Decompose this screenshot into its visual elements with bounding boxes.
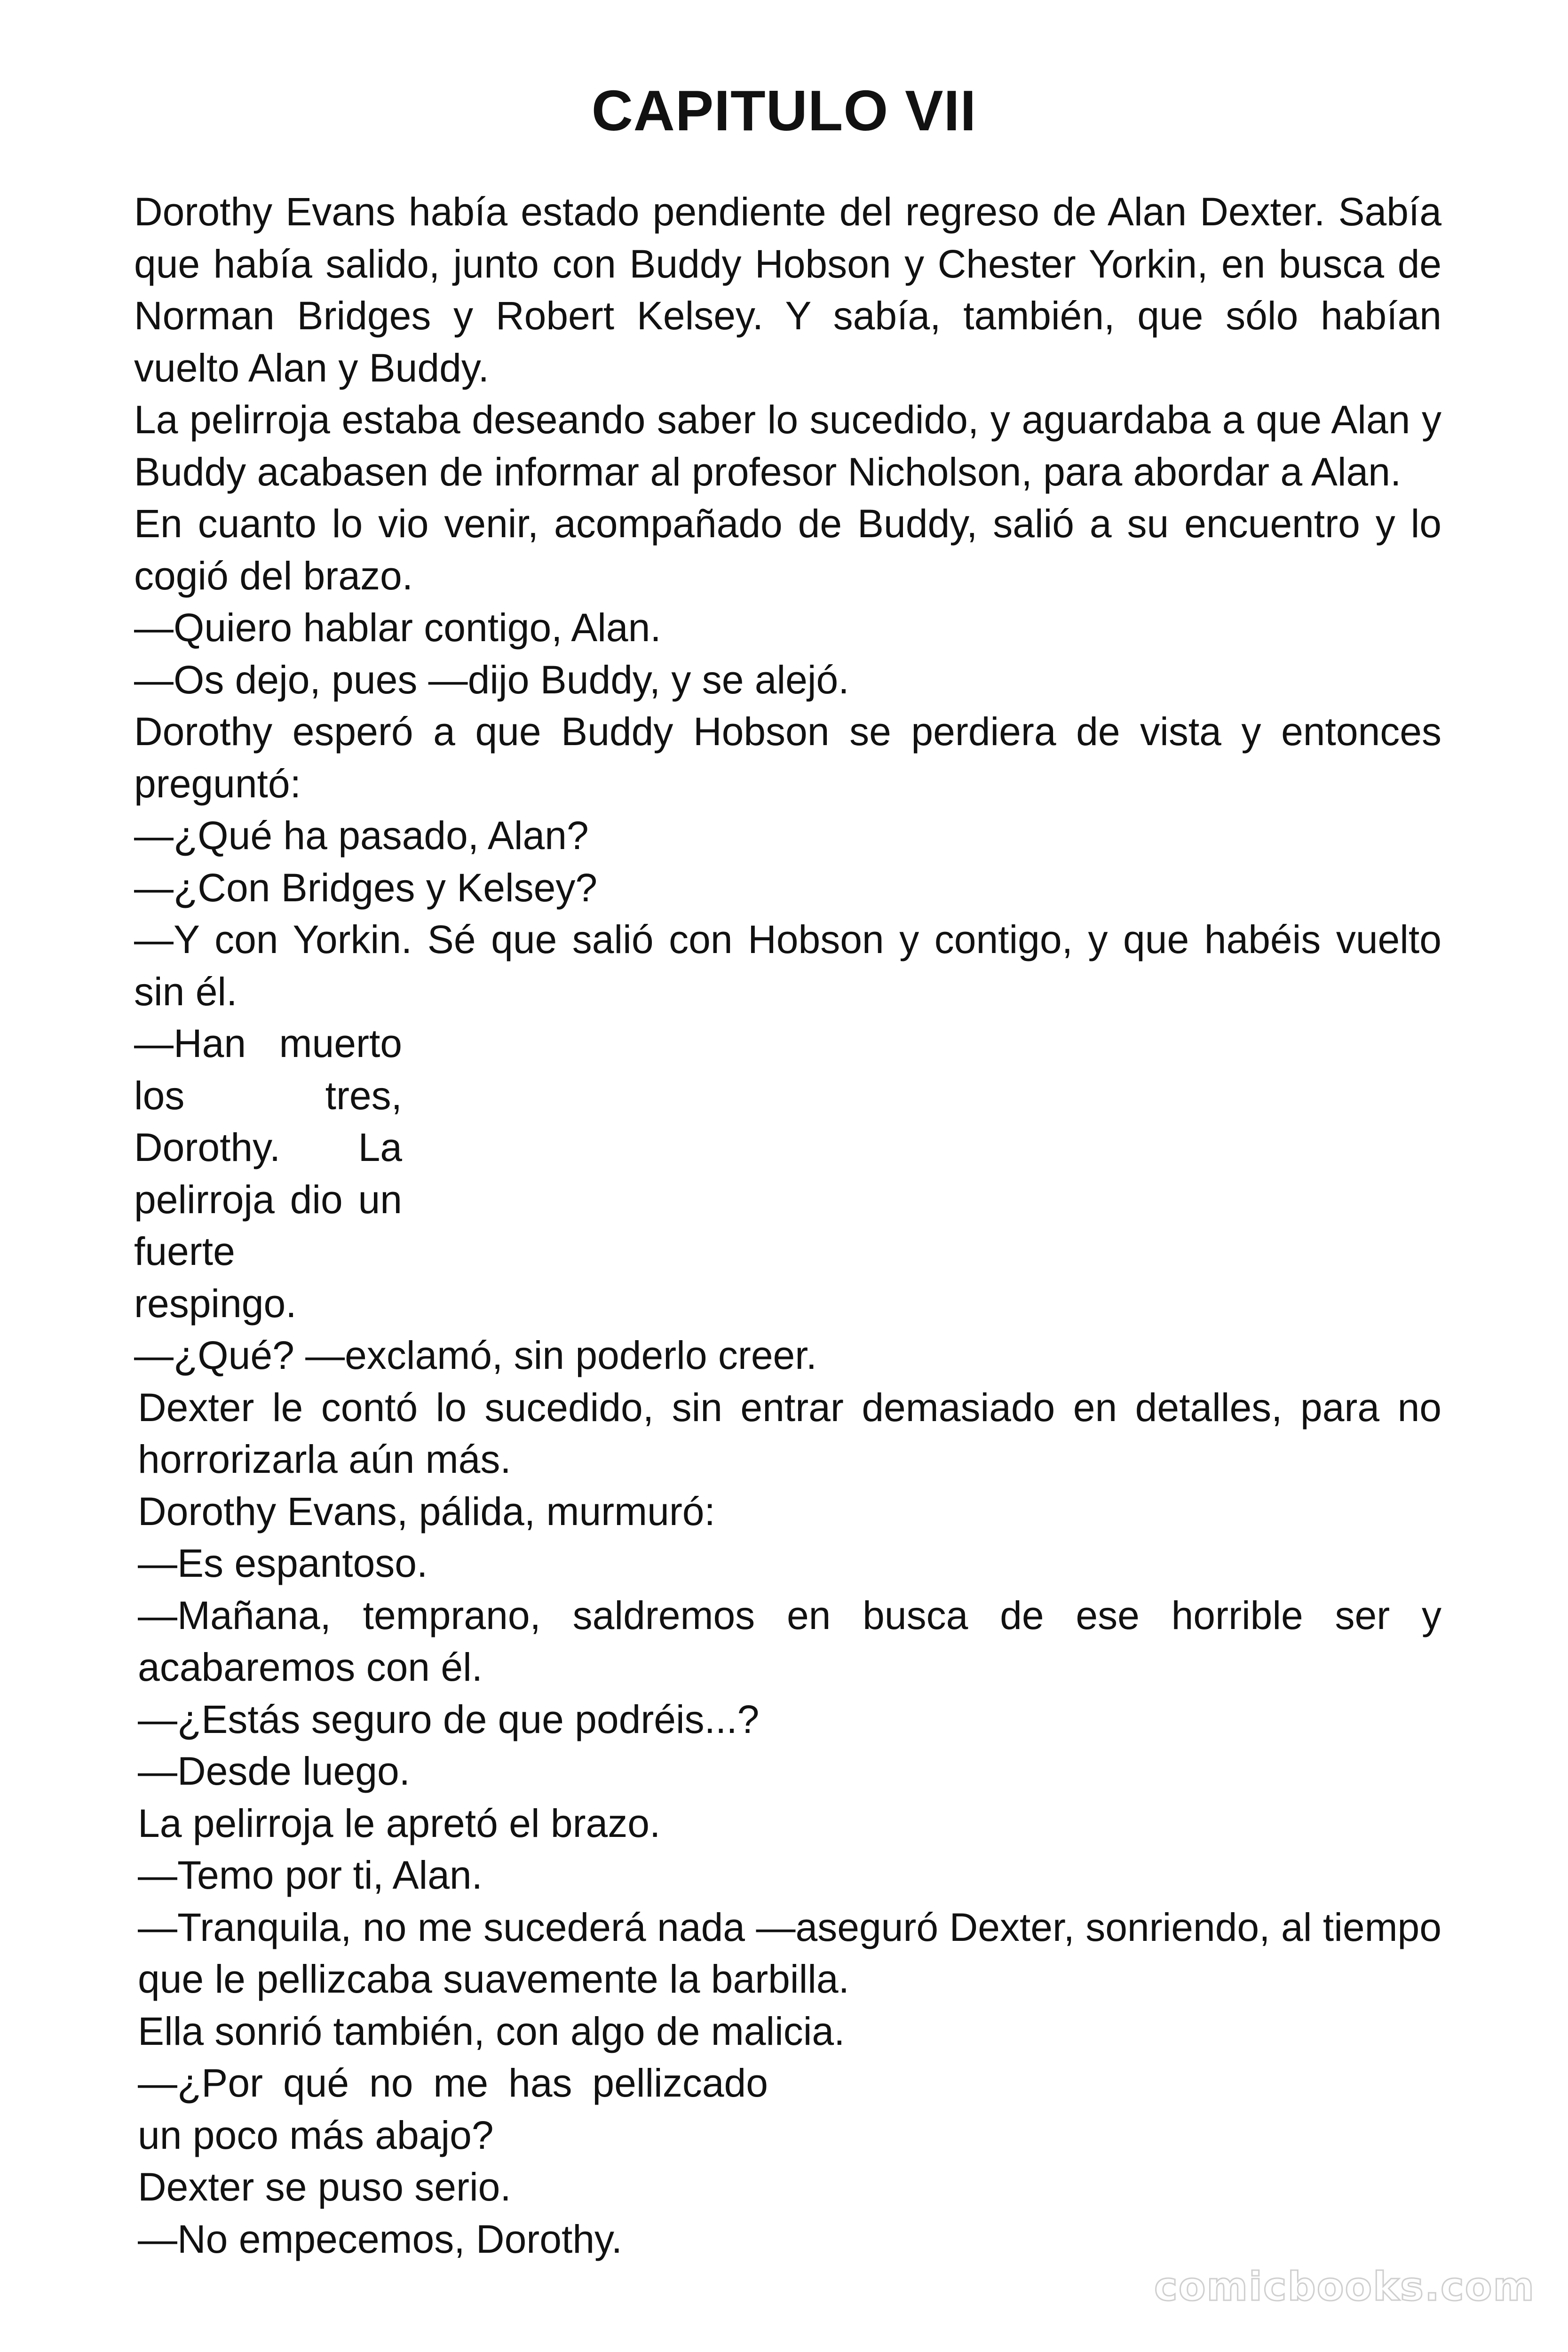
paragraph-11: —¿Qué? —exclamó, sin poderlo creer. <box>134 1333 817 1377</box>
watermark-logo: comicbooks.com <box>1154 2264 1535 2310</box>
paragraph-19: —Temo por ti, Alan. <box>138 1853 483 1897</box>
paragraph-1: Dorothy Evans había estado pendiente del regreso de Alan Dexter. Sabía que había salido, junto con Buddy Hobson y Chester Yorkin, en busca de Norman Bridges y Robert Kelsey. Y sabía, también, que sólo habían vuelto Alan y Buddy. <box>134 190 1441 390</box>
paragraph-12: Dexter le contó lo sucedido, sin entrar demasiado en detalles, para no horrorizarla aún más. <box>138 1385 1441 1481</box>
paragraph-23: Dexter se puso serio. <box>138 2165 511 2209</box>
paragraph-2: La pelirroja estaba deseando saber lo sucedido, y aguardaba a que Alan y Buddy acabasen de informar al profesor Nicholson, para abordar a Alan. <box>134 397 1441 494</box>
paragraph-24: —No empecemos, Dorothy. <box>138 2217 623 2261</box>
paragraph-15: —Mañana, temprano, saldremos en busca de ese horrible ser y acabaremos con él. <box>138 1593 1441 1689</box>
paragraph-5: —Os dejo, pues —dijo Buddy, y se alejó. <box>134 657 849 702</box>
paragraph-18: La pelirroja le apretó el brazo. <box>138 1801 661 1845</box>
paragraph-20: —Tranquila, no me sucederá nada —aseguró Dexter, sonriendo, al tiempo que le pellizcaba suavemente la barbilla. <box>138 1905 1441 2001</box>
paragraph-3: En cuanto lo vio venir, acompañado de Buddy, salió a su encuentro y lo cogió del brazo. <box>134 501 1441 598</box>
chapter-title: CAPITULO VII <box>591 79 977 143</box>
chapter-body <box>134 186 1441 2265</box>
paragraph-22: —¿Por qué no me has pellizcado un poco más abajo? <box>138 2061 768 2157</box>
paragraph-10: —Han muerto los tres, Dorothy. La pelirroja dio un fuerte respingo. <box>134 1021 402 1326</box>
paragraph-16: —¿Estás seguro de que podréis...? <box>138 1697 760 1741</box>
paragraph-8: —¿Con Bridges y Kelsey? <box>134 865 598 910</box>
paragraph-14: —Es espantoso. <box>138 1541 428 1585</box>
paragraph-17: —Desde luego. <box>138 1749 411 1793</box>
paragraph-4: —Quiero hablar contigo, Alan. <box>134 605 661 650</box>
paragraph-6: Dorothy esperó a que Buddy Hobson se perdiera de vista y entonces preguntó: <box>134 709 1441 806</box>
paragraph-13: Dorothy Evans, pálida, murmuró: <box>138 1489 715 1534</box>
paragraph-7: —¿Qué ha pasado, Alan? <box>134 813 589 858</box>
paragraph-9: —Y con Yorkin. Sé que salió con Hobson y contigo, y que habéis vuelto sin él. <box>134 917 1441 1014</box>
paragraph-21: Ella sonrió también, con algo de malicia. <box>138 2009 845 2053</box>
